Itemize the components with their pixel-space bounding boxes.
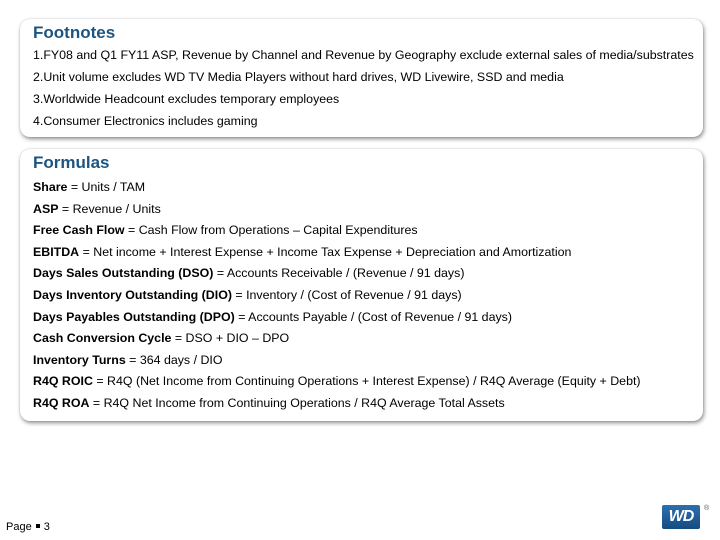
formula-term: Inventory Turns <box>33 353 126 367</box>
footnote-item: 2.Unit volume excludes WD TV Media Players without hard drives, WD Livewire, SSD and media <box>33 70 564 84</box>
formula-term: Days Payables Outstanding (DPO) <box>33 310 235 324</box>
formula-definition: = Accounts Receivable / (Revenue / 91 days) <box>213 266 465 280</box>
formula-definition: = 364 days / DIO <box>125 353 223 367</box>
footnote-item: 3.Worldwide Headcount excludes temporary employees <box>33 92 340 106</box>
formulas-title: Formulas <box>33 153 110 172</box>
formula-term: Cash Conversion Cycle <box>33 331 172 345</box>
formula-term: ASP <box>33 202 59 216</box>
footnotes-title: Footnotes <box>33 23 116 42</box>
footnotes-panel <box>20 19 703 137</box>
formula-term: Share <box>33 180 68 194</box>
formula-term: Days Sales Outstanding (DSO) <box>33 266 214 280</box>
formula-definition: = Revenue / Units <box>58 202 161 216</box>
formula-definition: = DSO + DIO – DPO <box>171 331 290 345</box>
bullet-square-icon <box>36 524 40 528</box>
formula-item <box>33 245 571 260</box>
formula-item <box>33 374 641 389</box>
formula-item <box>33 331 289 346</box>
formula-term: Days Inventory Outstanding (DIO) <box>33 288 232 302</box>
formula-definition: = Inventory / (Cost of Revenue / 91 days) <box>231 288 462 302</box>
formula-definition: = Net income + Interest Expense + Income Tax Expense + Depreciation and Amortization <box>79 245 572 259</box>
registered-mark-icon: ® <box>704 505 710 512</box>
formula-item <box>33 202 161 217</box>
wd-logo <box>662 505 700 529</box>
formula-item <box>33 223 418 238</box>
formula-item <box>33 180 145 195</box>
formula-item <box>33 288 462 303</box>
formula-term: R4Q ROA <box>33 396 90 410</box>
formula-item <box>33 353 222 368</box>
wd-logo-text: WD <box>668 508 694 525</box>
page-number <box>6 521 50 533</box>
formula-definition: = R4Q Net Income from Continuing Operations / R4Q Average Total Assets <box>89 396 505 410</box>
formula-definition: = R4Q (Net Income from Continuing Operations + Interest Expense) / R4Q Average (Equity + Debt) <box>92 374 641 388</box>
page-number-value: 3 <box>43 521 50 533</box>
formula-definition: = Cash Flow from Operations – Capital Expenditures <box>124 223 418 237</box>
formula-term: EBITDA <box>33 245 80 259</box>
page-label: Page <box>6 521 32 533</box>
formula-definition: = Accounts Payable / (Cost of Revenue / 91 days) <box>234 310 512 324</box>
formula-item <box>33 310 512 325</box>
formulas-panel <box>20 149 703 421</box>
formula-term: R4Q ROIC <box>33 374 93 388</box>
formula-item <box>33 266 464 281</box>
footnote-item: 1.FY08 and Q1 FY11 ASP, Revenue by Channel and Revenue by Geography exclude external sales of media/substrates <box>33 48 694 62</box>
formula-item <box>33 396 505 411</box>
formula-term: Free Cash Flow <box>33 223 125 237</box>
formula-definition: = Units / TAM <box>67 180 146 194</box>
footnote-item: 4.Consumer Electronics includes gaming <box>33 114 258 128</box>
